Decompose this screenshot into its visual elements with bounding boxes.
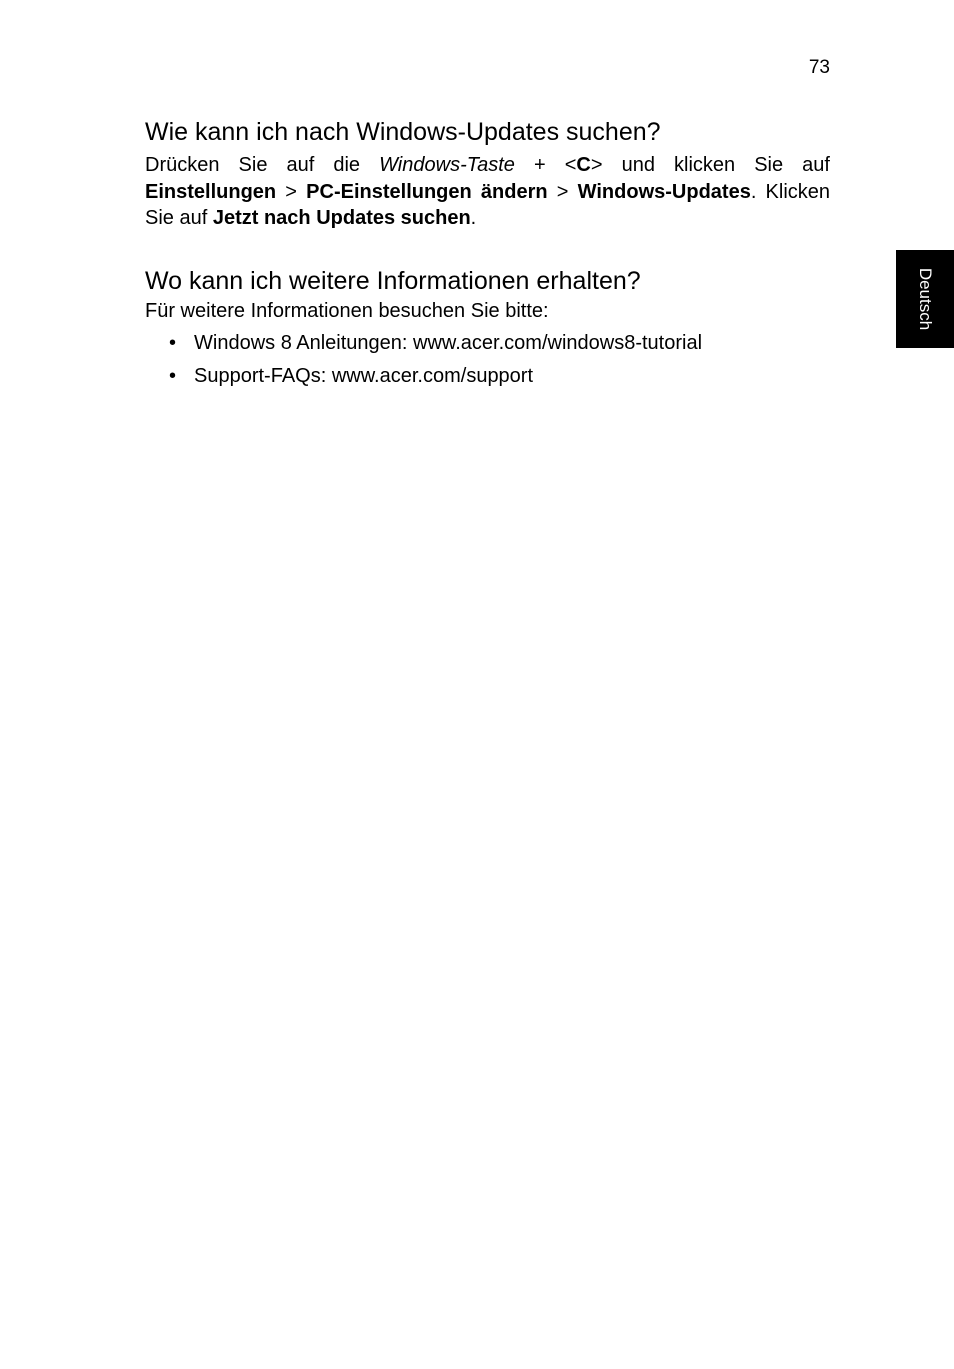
text-end: .	[470, 207, 477, 229]
section-heading-info: Wo kann ich weitere Informationen erhalten?	[145, 266, 641, 295]
text-click: > und klicken Sie auf	[590, 154, 830, 176]
menu-separator: >	[547, 180, 578, 203]
page-content	[145, 117, 830, 397]
text-click-again: Klicken Sie auf	[145, 180, 831, 229]
list-item	[145, 363, 830, 389]
section-heading-updates: Wie kann ich nach Windows-Updates suchen?	[145, 118, 661, 146]
text-press: Drücken Sie auf die	[145, 154, 380, 176]
text-plus: + <	[514, 154, 577, 176]
menu-windows-updates: Windows-Updates	[577, 180, 751, 203]
list-item	[145, 330, 830, 356]
menu-separator: >	[276, 180, 307, 203]
list-item-text: Support-FAQs: www.acer.com/support	[194, 365, 534, 387]
language-side-tab	[896, 250, 954, 348]
bullet-icon: •	[169, 331, 177, 354]
menu-pc-settings: PC-Einstellungen ändern	[306, 180, 548, 203]
language-side-tab-label: Deutsch	[916, 267, 935, 331]
bullet-icon: •	[169, 365, 177, 387]
action-check-updates: Jetzt nach Updates suchen	[212, 207, 471, 229]
page-number: 73	[808, 57, 830, 78]
list-item-text: Windows 8 Anleitungen: www.acer.com/windows8-tutorial	[194, 331, 703, 354]
c-key-term: C	[576, 154, 591, 176]
text-dot: .	[750, 180, 757, 203]
updates-paragraph	[145, 152, 830, 232]
info-intro: Für weitere Informationen besuchen Sie bitte:	[145, 299, 549, 322]
info-link-list	[145, 330, 830, 390]
menu-settings: Einstellungen	[145, 180, 277, 203]
windows-key-term: Windows-Taste	[379, 154, 515, 176]
